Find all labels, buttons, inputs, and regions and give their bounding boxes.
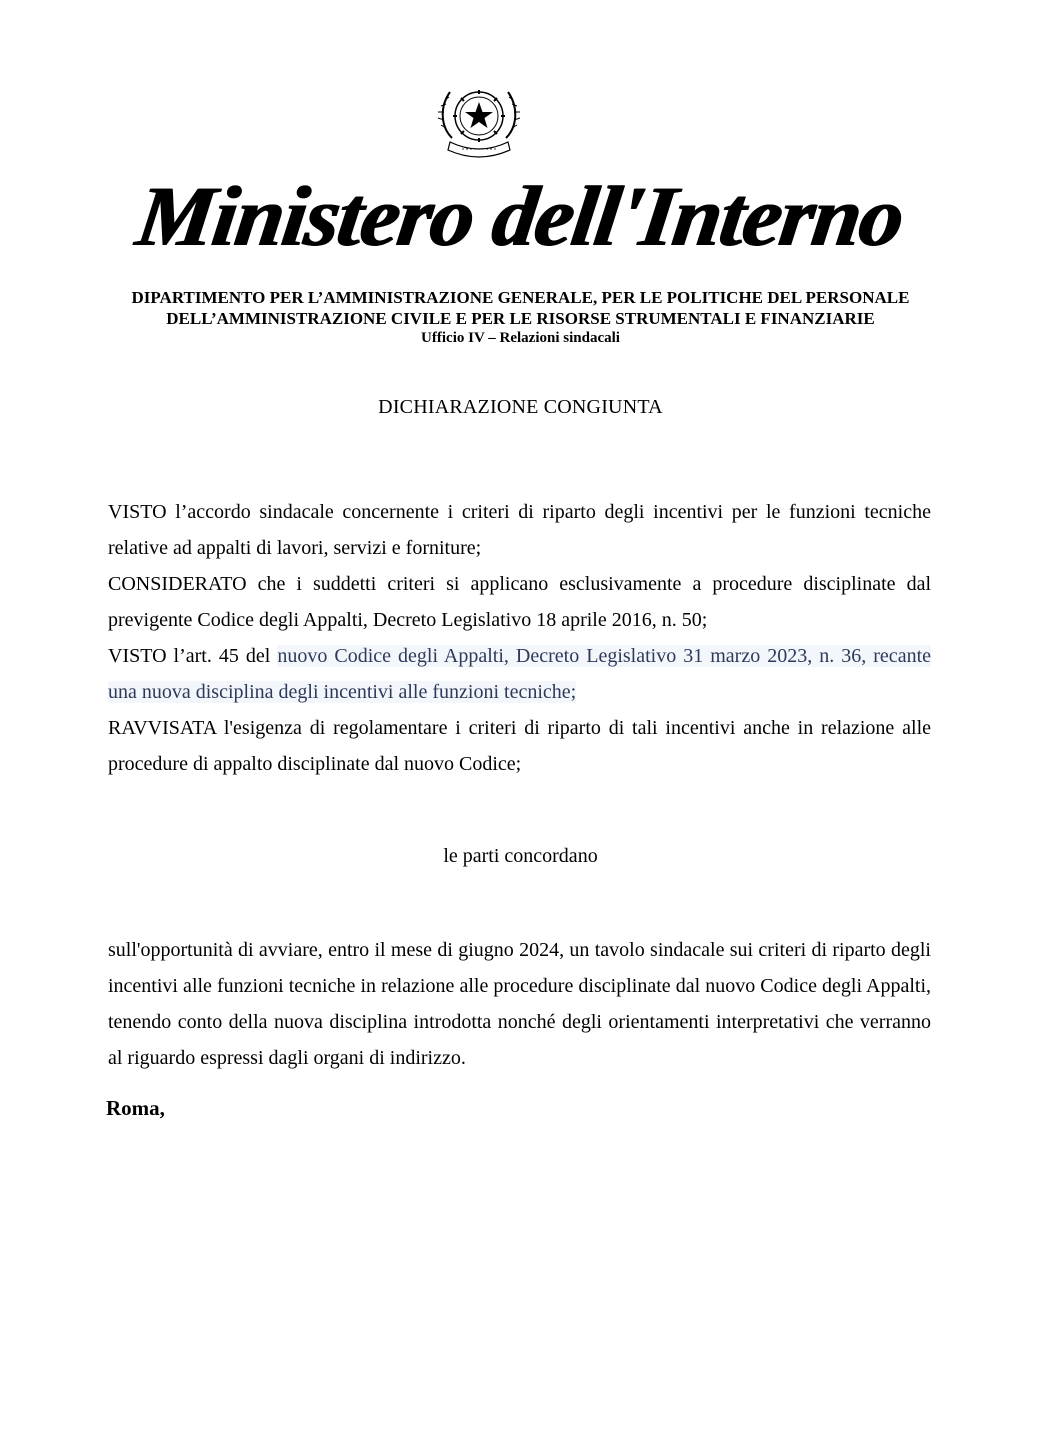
premise-text: l’accordo sindacale concernente i criteri di riparto degli incentivi per le funzioni tecniche relative ad appalti di lavori, servizi e forniture;: [108, 501, 931, 559]
office-name: Ufficio IV – Relazioni sindacali: [421, 330, 620, 346]
place-line: Roma,: [106, 1096, 165, 1120]
premise-text: l'esigenza di regolamentare i criteri di riparto di tali incentivi anche in relazione alle procedure di appalto disciplinate dal nuovo Codice;: [108, 717, 931, 775]
agreement-text: sull'opportunità di avviare, entro il mese di giugno 2024, un tavolo sindacale sui criteri di riparto degli incentivi alle funzioni tecniche in relazione alle procedure disciplinate dal nuovo Codice degli Appalti, tenendo conto della nuova disciplina introdotta nonché degli orientamenti interpretativi che verranno al riguardo espressi dagli organi di indirizzo.: [108, 939, 931, 1069]
premise-text: che i suddetti criteri si applicano esclusivamente a procedure disciplinate dal previgente Codice degli Appalti, Decreto Legislativo 18 aprile 2016, n. 50;: [108, 573, 931, 631]
ministry-title: Ministero dell'Interno: [131, 168, 910, 264]
department-line-2: DELL’AMMINISTRAZIONE CIVILE E PER LE RISORSE STRUMENTALI E FINANZIARIE: [166, 309, 875, 328]
premise-lead: VISTO: [108, 645, 167, 667]
premises-section: [108, 494, 931, 782]
agreement-heading: le parti concordano: [443, 845, 598, 867]
premise-visto-accordo: [108, 494, 931, 566]
premise-considerato: [108, 566, 931, 638]
document-title: DICHIARAZIONE CONGIUNTA: [378, 396, 663, 418]
premise-lead: VISTO: [108, 501, 167, 523]
premise-highlighted-text: nuovo Codice degli Appalti, Decreto Legislativo 31 marzo 2023, n. 36, recante una nuova disciplina degli incentivi alle funzioni tecniche;: [108, 645, 931, 703]
premise-visto-art45: [108, 638, 931, 710]
premise-text: l’art. 45 del: [166, 645, 278, 667]
republic-emblem-icon: [432, 76, 526, 162]
premise-ravvisata: [108, 710, 931, 782]
premise-lead: RAVVISATA: [108, 717, 217, 739]
department-line-1: DIPARTIMENTO PER L’AMMINISTRAZIONE GENERALE, PER LE POLITICHE DEL PERSONALE: [131, 288, 910, 307]
premise-lead: CONSIDERATO: [108, 573, 247, 595]
